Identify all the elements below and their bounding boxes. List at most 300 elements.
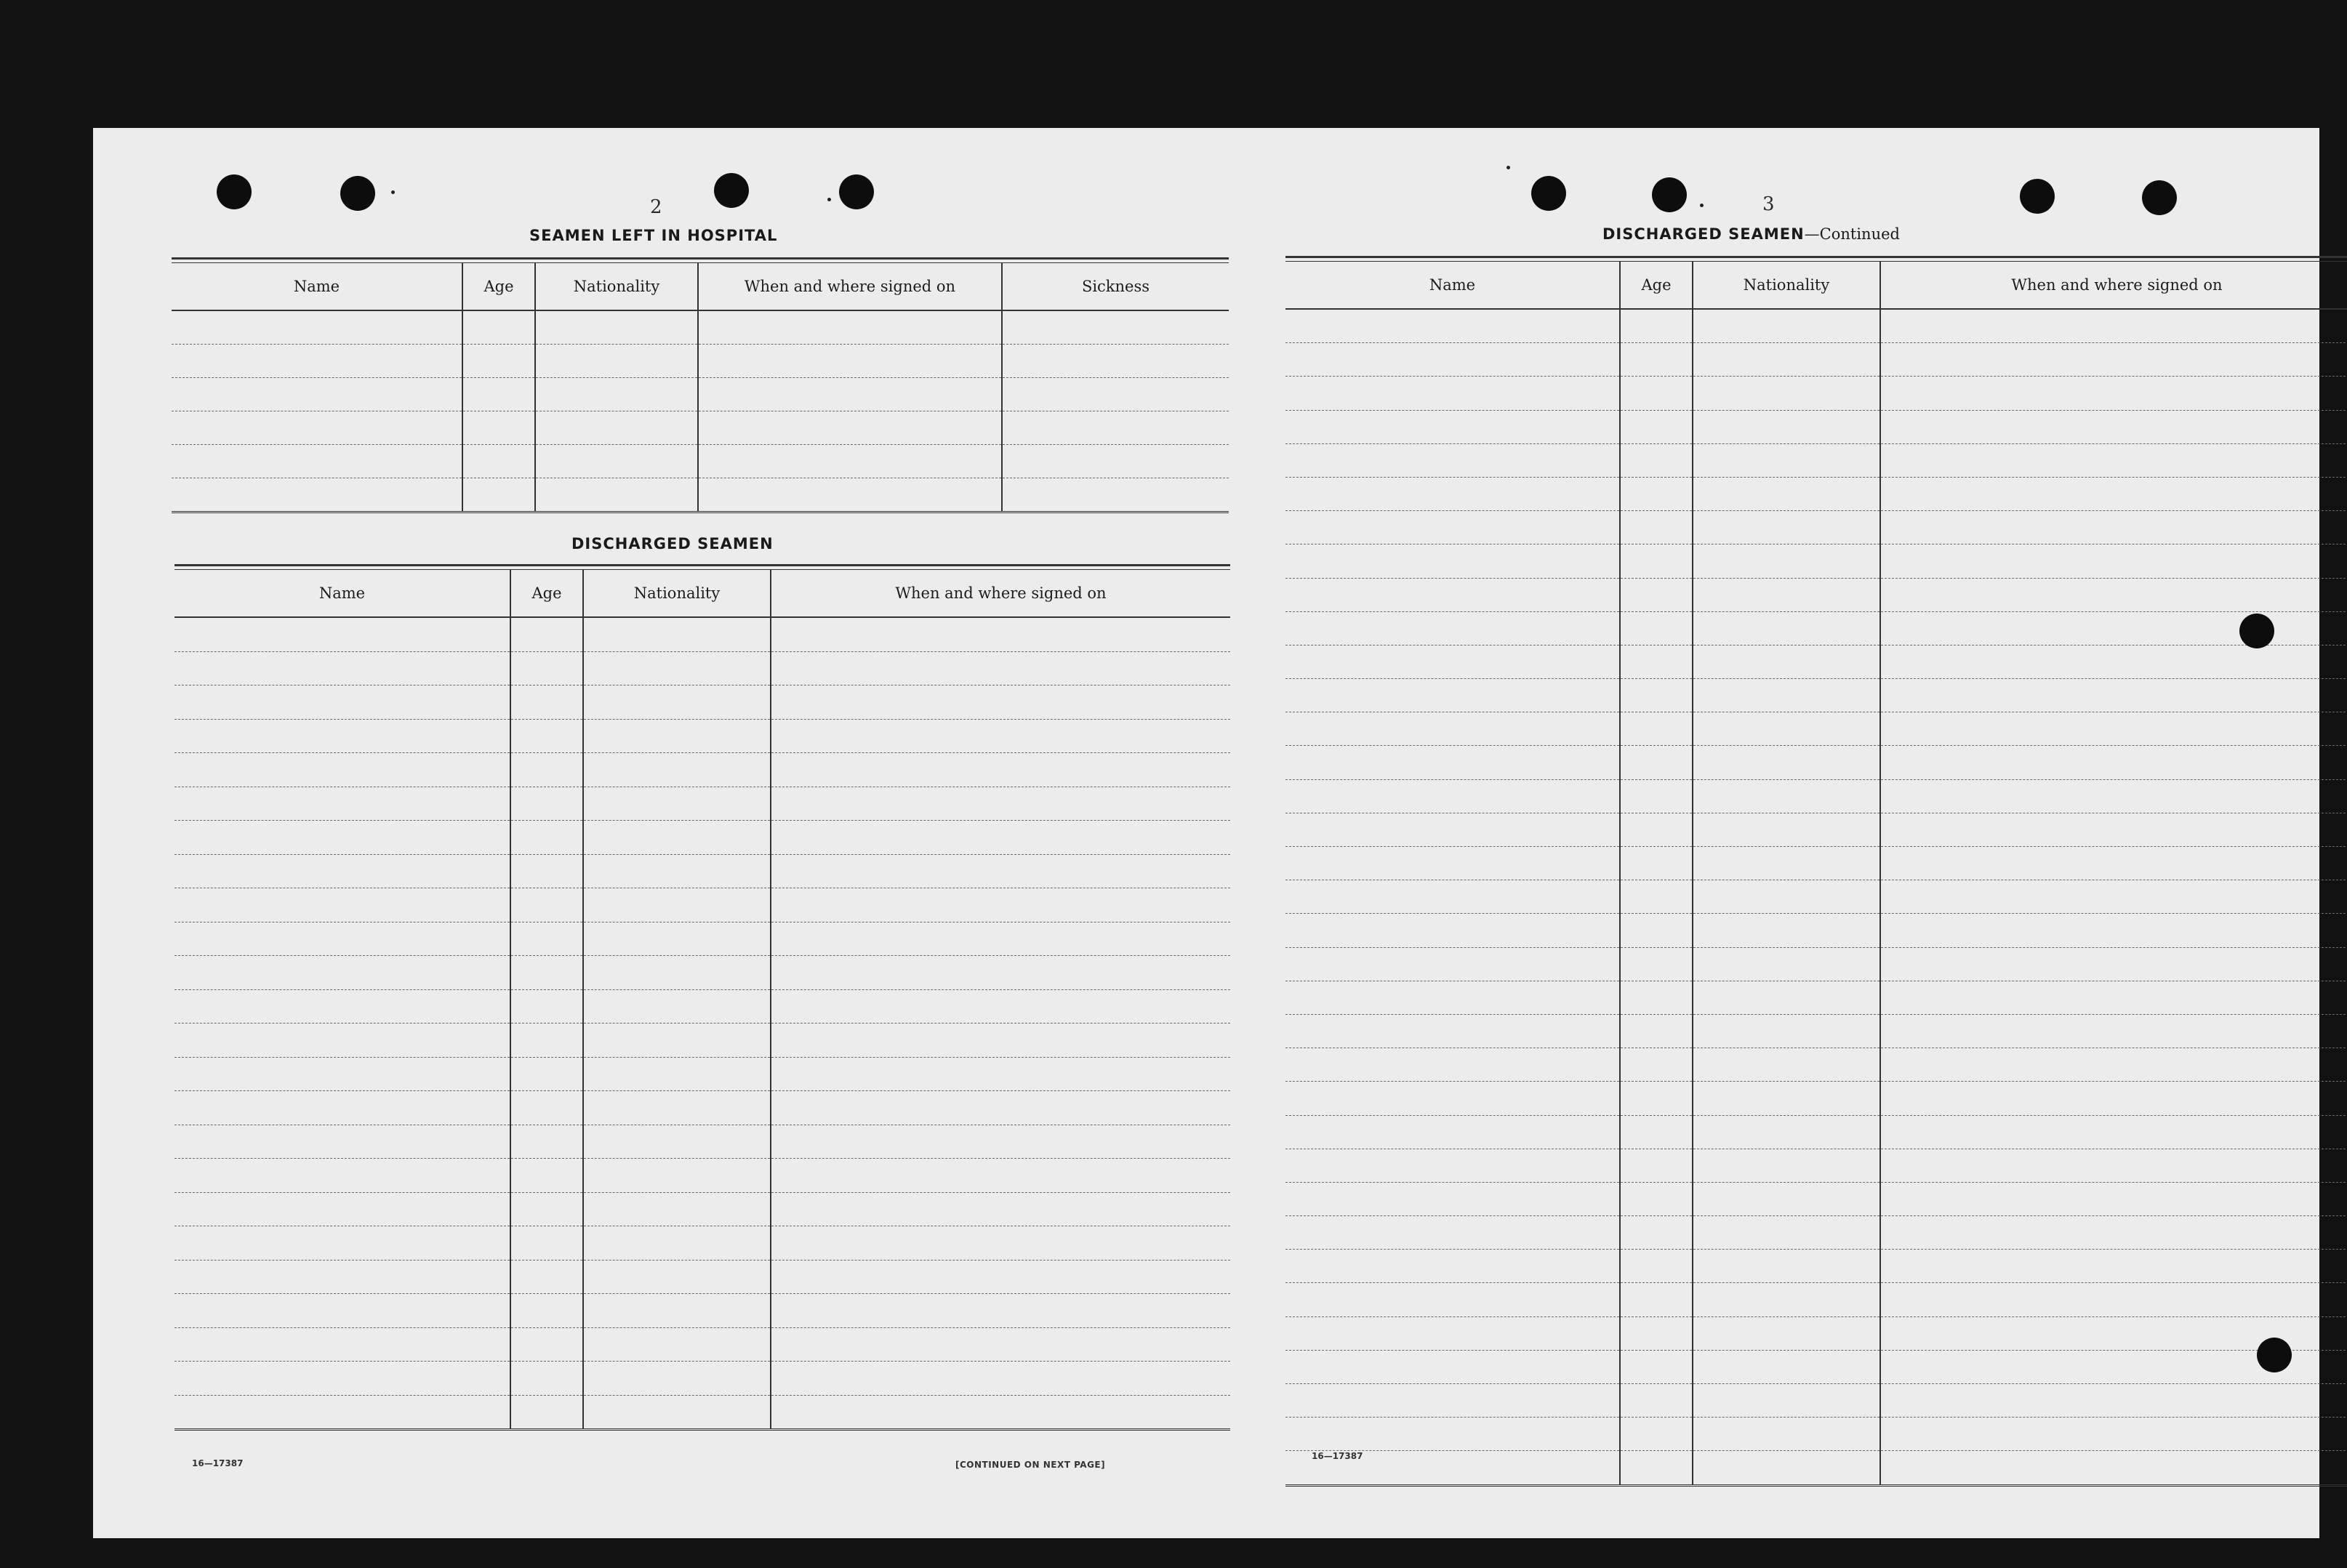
hospital-column-header: Sickness (1002, 263, 1229, 310)
blank-cell (174, 1091, 510, 1125)
blank-cell (174, 1057, 510, 1091)
blank-cell (1620, 1149, 1693, 1182)
blank-cell (1620, 1418, 1693, 1451)
blank-cell (771, 854, 1230, 888)
blank-cell (174, 1260, 510, 1294)
blank-cell (698, 445, 1002, 478)
blank-cell (174, 1125, 510, 1159)
blank-cell (172, 445, 462, 478)
blank-cell (583, 854, 771, 888)
blank-cell (1002, 478, 1229, 512)
blank-cell (1693, 1182, 1880, 1215)
blank-cell (1285, 1350, 1620, 1383)
table-row (172, 310, 1229, 345)
table-row (1285, 1216, 2347, 1250)
blank-cell (510, 686, 583, 720)
blank-cell (535, 310, 698, 345)
blank-cell (1620, 611, 1693, 645)
blank-cell (771, 651, 1230, 686)
blank-cell (1880, 1283, 2347, 1316)
table-row (174, 1327, 1230, 1362)
blank-cell (1880, 1182, 2347, 1215)
blank-cell (771, 1125, 1230, 1159)
blank-cell (698, 345, 1002, 378)
blank-cell (1620, 981, 1693, 1014)
blank-cell (1285, 914, 1620, 947)
blank-cell (1620, 377, 1693, 410)
blank-cell (1285, 645, 1620, 678)
blank-cell (462, 378, 535, 411)
blank-cell (1620, 1451, 1693, 1485)
discharged-column-header: When and where signed on (771, 570, 1230, 617)
blank-cell (510, 821, 583, 855)
blank-cell (1285, 746, 1620, 779)
blank-cell (510, 651, 583, 686)
blank-cell (174, 1192, 510, 1226)
blank-cell (510, 1260, 583, 1294)
blank-cell (535, 445, 698, 478)
table-row (1285, 611, 2347, 645)
blank-cell (583, 989, 771, 1024)
blank-cell (1880, 1048, 2347, 1082)
blank-cell (535, 345, 698, 378)
blank-cell (1693, 377, 1880, 410)
blank-cell (462, 445, 535, 478)
ink-speck (1700, 204, 1704, 207)
blank-cell (771, 1159, 1230, 1193)
blank-cell (1693, 1149, 1880, 1182)
table-row (1285, 1082, 2347, 1115)
blank-cell (174, 1159, 510, 1193)
table-row (1285, 947, 2347, 981)
discharged-continued-column-header: Age (1620, 262, 1693, 309)
hospital-table (172, 263, 1229, 513)
blank-cell (1620, 1283, 1693, 1316)
blank-cell (698, 478, 1002, 512)
table-row (1285, 847, 2347, 880)
blank-cell (1285, 1149, 1620, 1182)
blank-cell (1285, 1384, 1620, 1418)
blank-cell (1693, 1451, 1880, 1485)
blank-cell (1693, 746, 1880, 779)
blank-cell (1620, 544, 1693, 578)
blank-cell (510, 1226, 583, 1261)
table-row (174, 651, 1230, 686)
blank-cell (1880, 611, 2347, 645)
blank-cell (172, 411, 462, 445)
blank-cell (1693, 813, 1880, 846)
blank-cell (1620, 1082, 1693, 1115)
blank-cell (1002, 345, 1229, 378)
table-row (1285, 1418, 2347, 1451)
blank-cell (1693, 1283, 1880, 1316)
blank-cell (771, 1362, 1230, 1396)
blank-cell (1285, 544, 1620, 578)
discharged-continued-suffix: —Continued (1804, 225, 1900, 243)
table-row (174, 1294, 1230, 1328)
blank-cell (1620, 1316, 1693, 1350)
blank-cell (174, 651, 510, 686)
blank-cell (1620, 779, 1693, 813)
blank-cell (510, 956, 583, 990)
blank-cell (1285, 578, 1620, 611)
blank-cell (510, 1327, 583, 1362)
blank-cell (771, 787, 1230, 821)
blank-cell (583, 719, 771, 753)
hospital-section-title: SEAMEN LEFT IN HOSPITAL (529, 227, 778, 244)
table-row (174, 617, 1230, 651)
table-row (174, 753, 1230, 787)
blank-cell (1693, 410, 1880, 443)
blank-cell (771, 1226, 1230, 1261)
blank-cell (1693, 343, 1880, 377)
blank-cell (1693, 1115, 1880, 1149)
blank-cell (172, 310, 462, 345)
blank-cell (1880, 679, 2347, 712)
blank-cell (1880, 1418, 2347, 1451)
blank-cell (1620, 947, 1693, 981)
blank-cell (1693, 1250, 1880, 1283)
table-row (174, 1395, 1230, 1430)
form-code-right: 16—17387 (1312, 1451, 1363, 1461)
blank-cell (1285, 1082, 1620, 1115)
discharged-header-row (174, 570, 1230, 617)
blank-cell (1880, 511, 2347, 544)
hospital-top-rule (172, 257, 1229, 260)
blank-cell (1880, 645, 2347, 678)
blank-cell (1285, 611, 1620, 645)
blank-cell (510, 787, 583, 821)
discharged-continued-title-main: DISCHARGED SEAMEN (1602, 225, 1805, 243)
table-row (1285, 410, 2347, 443)
table-row (1285, 1350, 2347, 1383)
table-row (174, 1159, 1230, 1193)
blank-cell (1880, 578, 2347, 611)
table-row (1285, 779, 2347, 813)
table-row (174, 1024, 1230, 1058)
table-row (174, 719, 1230, 753)
table-row (1285, 981, 2347, 1014)
blank-cell (1880, 1384, 2347, 1418)
discharged-continued-table (1285, 262, 2347, 1487)
blank-cell (583, 753, 771, 787)
table-row (1285, 1014, 2347, 1048)
blank-cell (583, 821, 771, 855)
blank-cell (1002, 445, 1229, 478)
blank-cell (1620, 410, 1693, 443)
blank-cell (1880, 1115, 2347, 1149)
blank-cell (583, 1125, 771, 1159)
blank-cell (771, 617, 1230, 651)
blank-cell (583, 1294, 771, 1328)
blank-cell (1693, 1350, 1880, 1383)
document-sheet (93, 128, 2319, 1538)
blank-cell (1693, 1384, 1880, 1418)
discharged-section-title: DISCHARGED SEAMEN (571, 535, 774, 552)
blank-cell (698, 378, 1002, 411)
blank-cell (1285, 410, 1620, 443)
table-row (174, 888, 1230, 922)
punch-hole (2020, 179, 2055, 214)
table-row (174, 1362, 1230, 1396)
table-row (1285, 1316, 2347, 1350)
blank-cell (1002, 411, 1229, 445)
blank-cell (1880, 981, 2347, 1014)
hospital-column-header: Name (172, 263, 462, 310)
right-top-rule (1285, 256, 2347, 258)
page-number-right: 3 (1762, 193, 1775, 215)
blank-cell (1285, 1418, 1620, 1451)
table-row (174, 1192, 1230, 1226)
blank-cell (174, 753, 510, 787)
table-row (174, 922, 1230, 956)
blank-cell (771, 1192, 1230, 1226)
blank-cell (1880, 309, 2347, 343)
punch-hole (714, 173, 749, 208)
blank-cell (174, 956, 510, 990)
table-row (174, 956, 1230, 990)
table-row (174, 1226, 1230, 1261)
blank-cell (510, 1395, 583, 1430)
blank-cell (510, 719, 583, 753)
blank-cell (1285, 779, 1620, 813)
blank-cell (583, 888, 771, 922)
ink-speck (1507, 166, 1510, 169)
blank-cell (583, 1192, 771, 1226)
blank-cell (510, 1159, 583, 1193)
blank-cell (535, 411, 698, 445)
blank-cell (1693, 1014, 1880, 1048)
blank-cell (1880, 746, 2347, 779)
ink-speck (827, 198, 831, 201)
blank-cell (1693, 477, 1880, 510)
table-row (1285, 914, 2347, 947)
discharged-column-header: Age (510, 570, 583, 617)
table-row (1285, 880, 2347, 914)
blank-cell (510, 1192, 583, 1226)
blank-cell (583, 1057, 771, 1091)
blank-cell (583, 1362, 771, 1396)
blank-cell (535, 478, 698, 512)
blank-cell (535, 378, 698, 411)
blank-cell (1880, 880, 2347, 914)
blank-cell (1880, 712, 2347, 746)
blank-cell (174, 1294, 510, 1328)
blank-cell (771, 888, 1230, 922)
blank-cell (174, 617, 510, 651)
blank-cell (172, 478, 462, 512)
blank-cell (1693, 611, 1880, 645)
table-row (1285, 712, 2347, 746)
blank-cell (771, 719, 1230, 753)
table-row (1285, 813, 2347, 846)
blank-cell (174, 686, 510, 720)
blank-cell (1693, 1048, 1880, 1082)
ink-speck (391, 190, 395, 194)
discharged-continued-column-header: When and where signed on (1880, 262, 2347, 309)
blank-cell (771, 922, 1230, 956)
blank-cell (510, 854, 583, 888)
table-row (1285, 645, 2347, 678)
punch-hole (1652, 177, 1687, 212)
blank-cell (1880, 1250, 2347, 1283)
punch-hole (340, 176, 375, 211)
blank-cell (172, 345, 462, 378)
discharged-continued-header-row (1285, 262, 2347, 309)
blank-cell (1285, 443, 1620, 477)
blank-cell (174, 1395, 510, 1430)
table-row (172, 445, 1229, 478)
table-row (1285, 746, 2347, 779)
blank-cell (174, 854, 510, 888)
discharged-top-rule (174, 564, 1230, 566)
blank-cell (1285, 1014, 1620, 1048)
blank-cell (510, 989, 583, 1024)
blank-cell (510, 1091, 583, 1125)
blank-cell (1620, 1048, 1693, 1082)
blank-cell (1620, 1115, 1693, 1149)
blank-cell (1880, 847, 2347, 880)
blank-cell (174, 1024, 510, 1058)
form-code-left: 16—17387 (192, 1458, 244, 1468)
blank-cell (510, 753, 583, 787)
blank-cell (1285, 309, 1620, 343)
blank-cell (583, 1327, 771, 1362)
punch-hole (1531, 176, 1566, 211)
blank-cell (771, 989, 1230, 1024)
table-row (174, 1260, 1230, 1294)
blank-cell (1880, 1014, 2347, 1048)
blank-cell (1693, 947, 1880, 981)
blank-cell (771, 1024, 1230, 1058)
table-row (174, 787, 1230, 821)
blank-cell (1880, 377, 2347, 410)
blank-cell (583, 617, 771, 651)
table-row (174, 821, 1230, 855)
blank-cell (1880, 1149, 2347, 1182)
blank-cell (510, 1057, 583, 1091)
table-row (1285, 511, 2347, 544)
blank-cell (1620, 1250, 1693, 1283)
blank-cell (1880, 443, 2347, 477)
table-row (1285, 377, 2347, 410)
blank-cell (1693, 779, 1880, 813)
blank-cell (1620, 847, 1693, 880)
table-row (1285, 578, 2347, 611)
blank-cell (510, 1294, 583, 1328)
table-row (1285, 1283, 2347, 1316)
discharged-column-header: Name (174, 570, 510, 617)
blank-cell (1620, 1384, 1693, 1418)
blank-cell (583, 686, 771, 720)
blank-cell (1285, 712, 1620, 746)
blank-cell (1285, 813, 1620, 846)
hospital-column-header: Age (462, 263, 535, 310)
blank-cell (1620, 511, 1693, 544)
blank-cell (771, 686, 1230, 720)
blank-cell (1693, 443, 1880, 477)
blank-cell (1620, 578, 1693, 611)
blank-cell (1693, 309, 1880, 343)
blank-cell (1620, 1182, 1693, 1215)
blank-cell (1693, 511, 1880, 544)
blank-cell (1285, 1115, 1620, 1149)
blank-cell (771, 1091, 1230, 1125)
blank-cell (1285, 377, 1620, 410)
punch-hole (2257, 1338, 2292, 1372)
blank-cell (510, 1362, 583, 1396)
blank-cell (771, 753, 1230, 787)
table-row (1285, 309, 2347, 343)
blank-cell (1693, 544, 1880, 578)
blank-cell (1693, 679, 1880, 712)
discharged-continued-body (1285, 309, 2347, 1485)
blank-cell (1693, 880, 1880, 914)
blank-cell (462, 478, 535, 512)
blank-cell (771, 1327, 1230, 1362)
table-row (172, 411, 1229, 445)
table-row (1285, 1250, 2347, 1283)
table-row (1285, 544, 2347, 578)
blank-cell (1880, 914, 2347, 947)
blank-cell (462, 310, 535, 345)
blank-cell (172, 378, 462, 411)
blank-cell (1693, 578, 1880, 611)
discharged-table (174, 570, 1230, 1431)
blank-cell (1285, 1250, 1620, 1283)
blank-cell (1693, 1216, 1880, 1250)
table-row (172, 345, 1229, 378)
blank-cell (174, 719, 510, 753)
discharged-continued-title (1602, 225, 1900, 243)
blank-cell (1285, 947, 1620, 981)
blank-cell (1620, 914, 1693, 947)
blank-cell (1880, 1216, 2347, 1250)
blank-cell (1693, 914, 1880, 947)
blank-cell (174, 1226, 510, 1261)
blank-cell (771, 821, 1230, 855)
table-row (1285, 1115, 2347, 1149)
discharged-continued-column-header: Nationality (1693, 262, 1880, 309)
blank-cell (1285, 847, 1620, 880)
table-row (1285, 1048, 2347, 1082)
blank-cell (174, 989, 510, 1024)
blank-cell (1620, 880, 1693, 914)
table-row (1285, 1384, 2347, 1418)
blank-cell (698, 411, 1002, 445)
blank-cell (1880, 813, 2347, 846)
table-row (172, 478, 1229, 512)
blank-cell (583, 922, 771, 956)
hospital-header-row (172, 263, 1229, 310)
blank-cell (510, 922, 583, 956)
table-row (1285, 1182, 2347, 1215)
punch-hole (217, 174, 252, 209)
blank-cell (510, 1125, 583, 1159)
blank-cell (174, 1327, 510, 1362)
blank-cell (1880, 779, 2347, 813)
blank-cell (583, 1024, 771, 1058)
blank-cell (583, 1091, 771, 1125)
hospital-column-header: When and where signed on (698, 263, 1002, 310)
blank-cell (462, 411, 535, 445)
blank-cell (1002, 310, 1229, 345)
continued-note: [CONTINUED ON NEXT PAGE] (955, 1460, 1106, 1470)
blank-cell (1620, 813, 1693, 846)
blank-cell (771, 1294, 1230, 1328)
blank-cell (1285, 679, 1620, 712)
blank-cell (174, 821, 510, 855)
